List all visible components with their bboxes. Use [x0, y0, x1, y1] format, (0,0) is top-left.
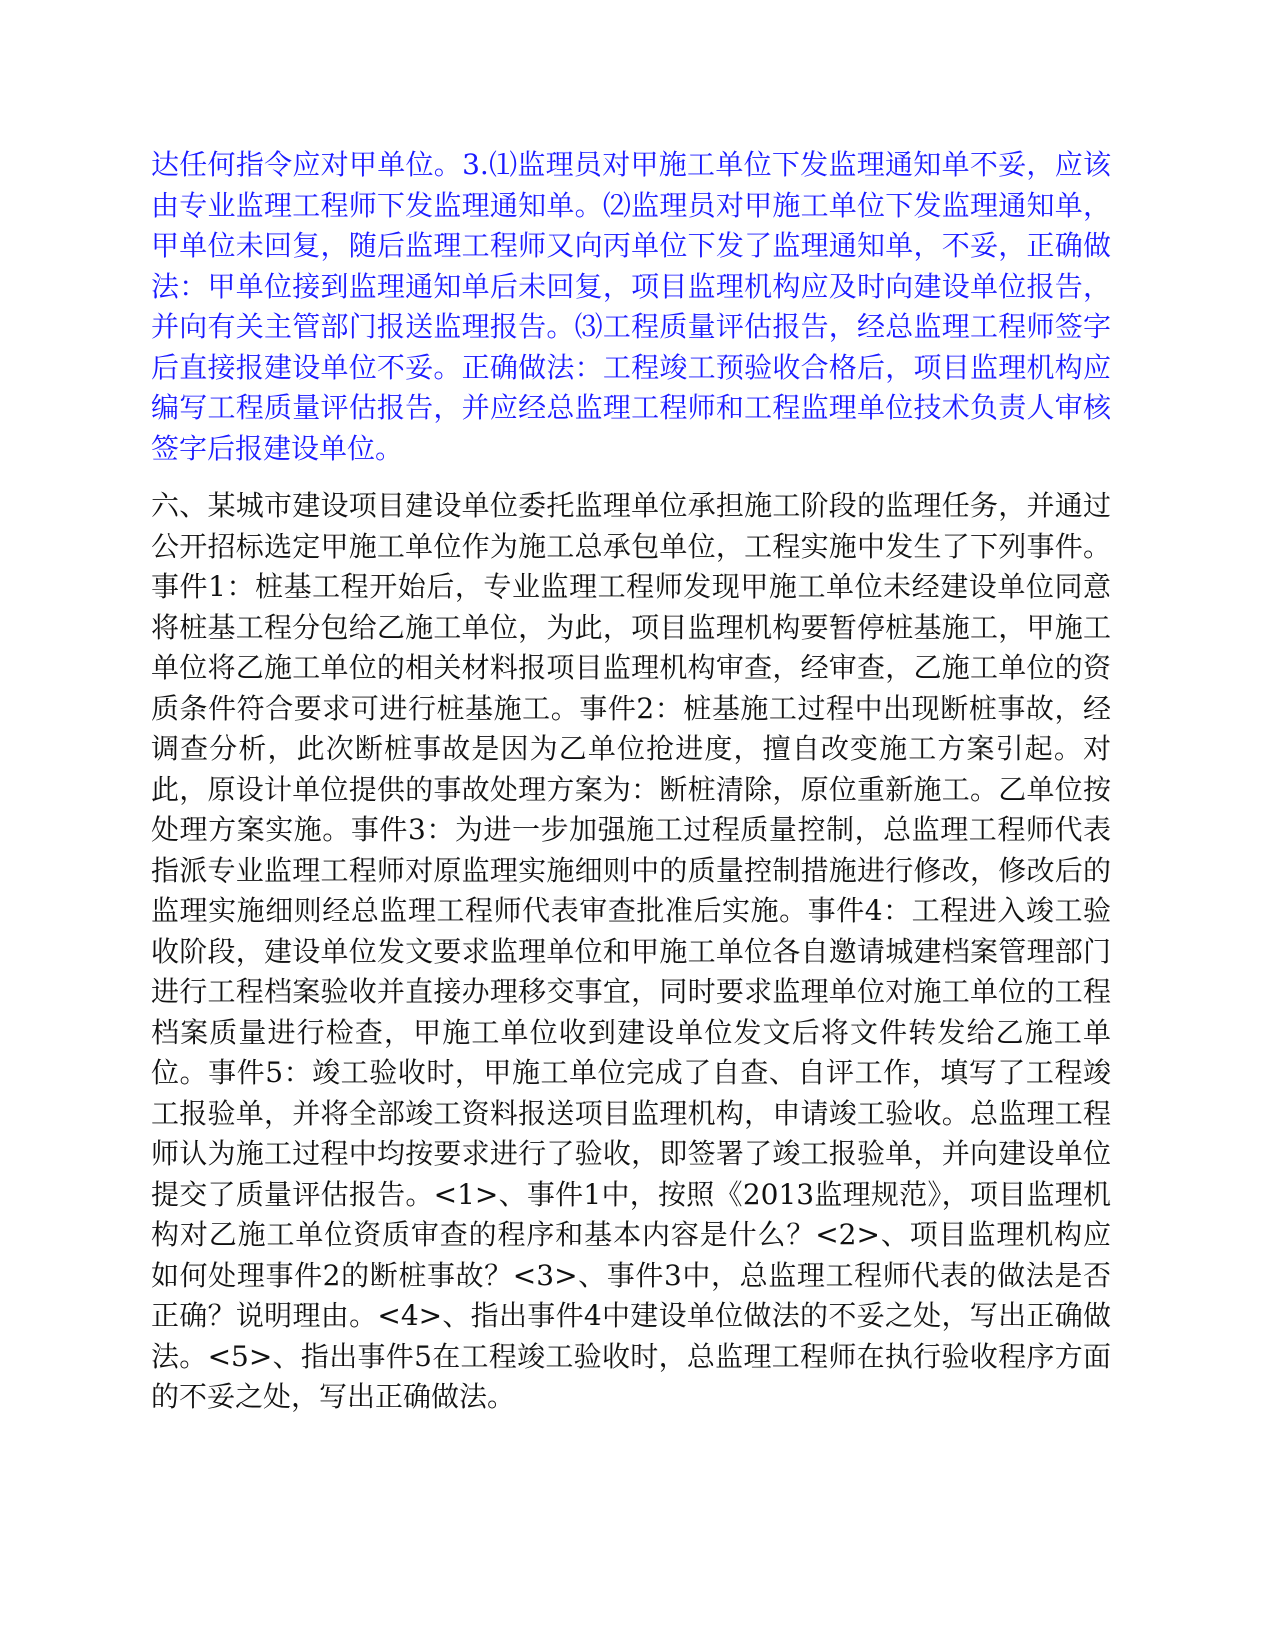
- question-paragraph: 六、某城市建设项目建设单位委托监理单位承担施工阶段的监理任务，并通过公开招标选定甲施工单位作为施工总承包单位，工程实施中发生了下列事件。事件1：桩基工程开始后，专业监理工程师发现甲施工单位未经建设单位同意将桩基工程分包给乙施工单位，为此，项目监理机构要暂停桩基施工，甲施工单位将乙施工单位的相关材料报项目监理机构审查，经审查，乙施工单位的资质条件符合要求可进行桩基施工。事件2：桩基施工过程中出现断桩事故，经调查分析，此次断桩事故是因为乙单位抢进度，擅自改变施工方案引起。对此，原设计单位提供的事故处理方案为：断桩清除，原位重新施工。乙单位按处理方案实施。事件3：为进一步加强施工过程质量控制，总监理工程师代表指派专业监理工程师对原监理实施细则中的质量控制措施进行修改，修改后的监理实施细则经总监理工程师代表审查批准后实施。事件4：工程进入竣工验收阶段，建设单位发文要求监理单位和甲施工单位各自邀请城建档案管理部门进行工程档案验收并直接办理移交事宜，同时要求监理单位对施工单位的工程档案质量进行检查，甲施工单位收到建设单位发文后将文件转发给乙施工单位。事件5：竣工验收时，甲施工单位完成了自查、自评工作，填写了工程竣工报验单，并将全部竣工资料报送项目监理机构，申请竣工验收。总监理工程师认为施工过程中均按要求进行了验收，即签署了竣工报验单，并向建设单位提交了质量评估报告。<1>、事件1中，按照《2013监理规范》，项目监理机构对乙施工单位资质审查的程序和基本内容是什么？<2>、项目监理机构应如何处理事件2的断桩事故？<3>、事件3中，总监理工程师代表的做法是否正确？说明理由。<4>、指出事件4中建设单位做法的不妥之处，写出正确做法。<5>、指出事件5在工程竣工验收时，总监理工程师在执行验收程序方面的不妥之处，写出正确做法。: [151, 489, 1111, 1413]
- answer-paragraph: 达任何指令应对甲单位。3.⑴监理员对甲施工单位下发监理通知单不妥，应该由专业监理工程师下发监理通知单。⑵监理员对甲施工单位下发监理通知单，甲单位未回复，随后监理工程师又向丙单位下发了监理通知单，不妥，正确做法：甲单位接到监理通知单后未回复，项目监理机构应及时向建设单位报告，并向有关主管部门报送监理报告。⑶工程质量评估报告，经总监理工程师签字后直接报建设单位不妥。正确做法：工程竣工预验收合格后，项目监理机构应编写工程质量评估报告，并应经总监理工程师和工程监理单位技术负责人审核签字后报建设单位。: [151, 148, 1111, 465]
